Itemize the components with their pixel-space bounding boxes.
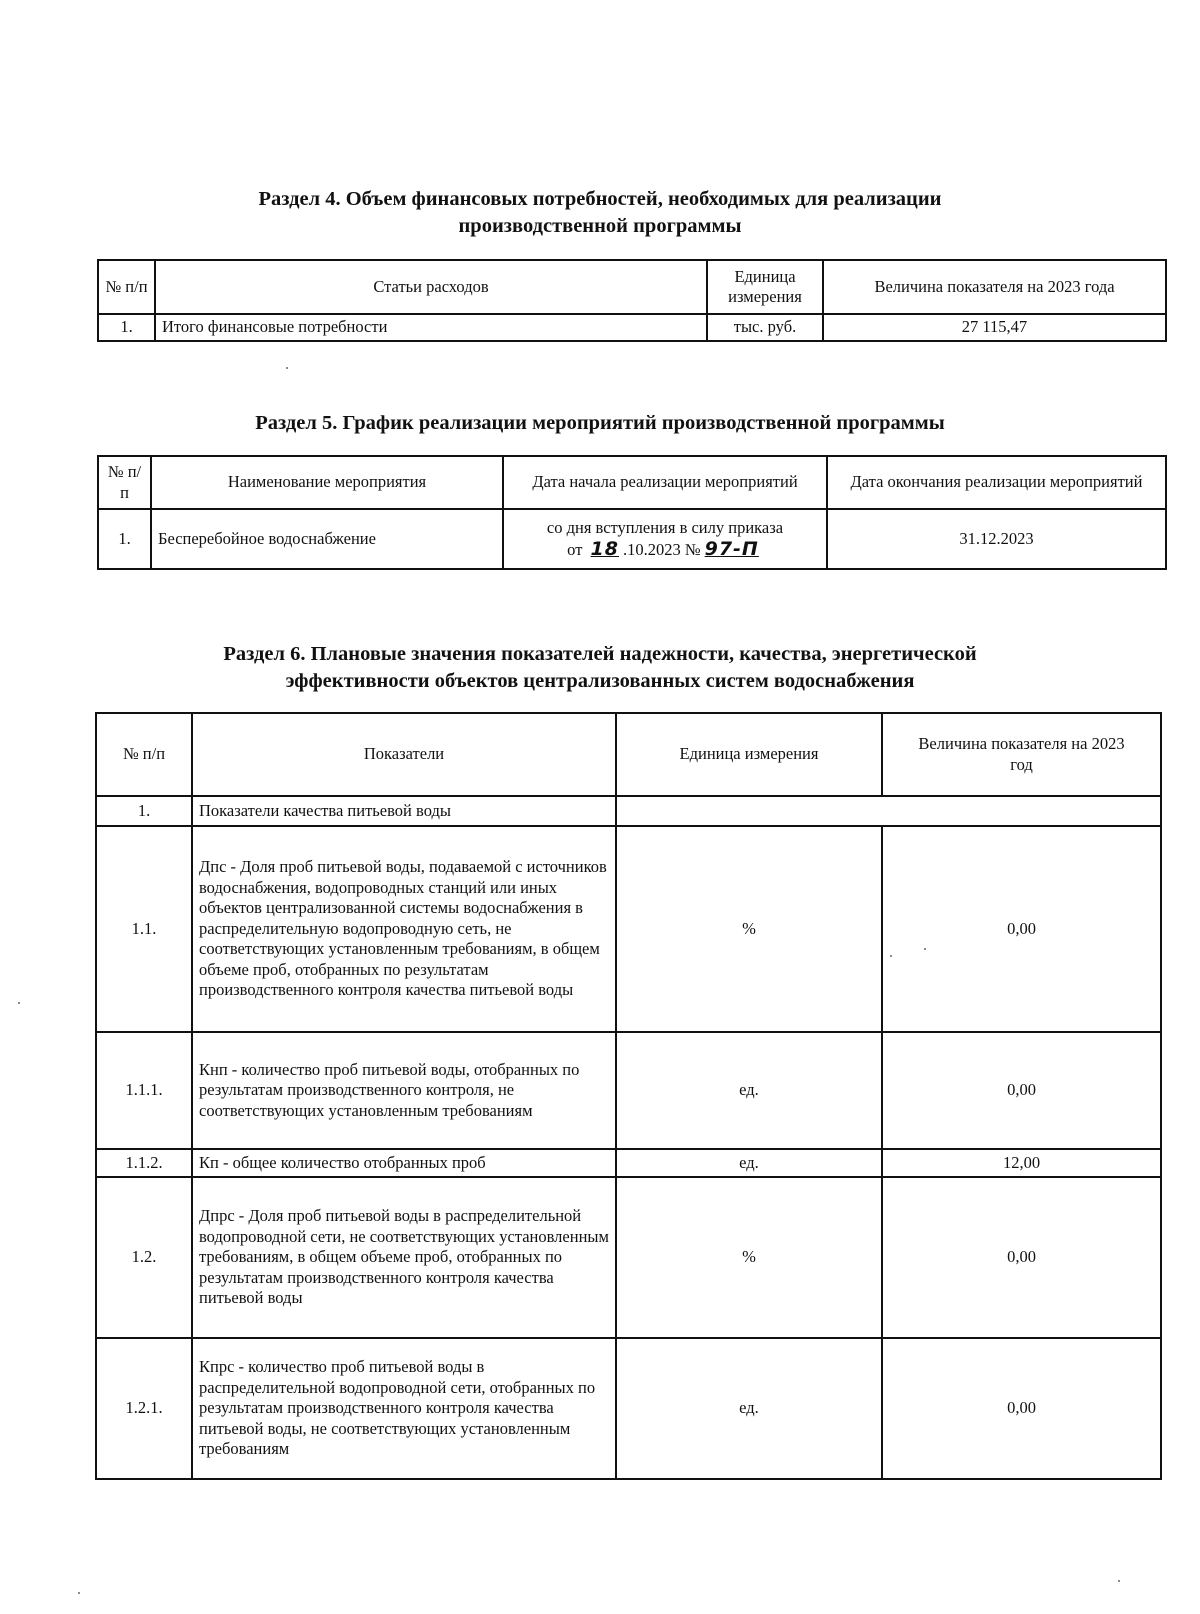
s5-row-name: Бесперебойное водоснабжение xyxy=(151,509,503,569)
s5-start-line1: со дня вступления в силу приказа xyxy=(546,518,784,537)
s4-row-article: Итого финансовые потребности xyxy=(155,314,707,341)
section6-title-line1: Раздел 6. Плановые значения показателей надежности, качества, энергетической xyxy=(223,643,977,665)
s4-header-articles: Статьи расходов xyxy=(155,260,707,314)
s4-header-num: № п/п xyxy=(98,260,155,314)
s6-header-unit: Единица измерения xyxy=(616,713,882,796)
table-row xyxy=(98,509,1166,569)
scan-speck xyxy=(924,948,926,950)
s6-row2-num: 1.1.1. xyxy=(96,1032,192,1149)
table-row xyxy=(96,1149,1161,1177)
s6-row0-num: 1. xyxy=(96,796,192,826)
s6-row3-unit: ед. xyxy=(616,1149,882,1177)
s6-row2-indicator: Кнп - количество проб питьевой воды, отобранных по результатам производственного контроля, не соответствующих установленным требованиям xyxy=(192,1032,616,1149)
s4-row-unit: тыс. руб. xyxy=(707,314,823,341)
s6-row4-indicator: Дпрс - Доля проб питьевой воды в распределительной водопроводной сети, не соответствующих установленным требованиям, в общем объеме проб, отобранных по результатам производственного контроля качества питьевой воды xyxy=(192,1177,616,1338)
s6-row2-unit: ед. xyxy=(616,1032,882,1149)
s6-row5-unit: ед. xyxy=(616,1338,882,1479)
s6-header-value: Величина показателя на 2023 год xyxy=(882,713,1161,796)
table-row xyxy=(96,1177,1161,1338)
s5-start-line2 xyxy=(510,539,820,561)
s5-start-middle: .10.2023 № xyxy=(622,539,701,559)
scan-speck xyxy=(890,955,892,957)
handwritten-order-number: 97-П xyxy=(704,537,759,560)
s5-header-start: Дата начала реализации мероприятий xyxy=(503,456,827,509)
s5-header-num: № п/п xyxy=(98,456,151,509)
s6-row1-indicator: Дпс - Доля проб питьевой воды, подаваемой с источников водоснабжения, водопроводных станций или иных объектов централизованной системы водоснабжения в распределительную водопроводную сеть, не соответствующих установленным требованиям, в общем объеме проб, отобранных по результатам производственного контроля качества питьевой воды xyxy=(192,826,616,1032)
s4-header-value: Величина показателя на 2023 года xyxy=(823,260,1166,314)
s5-header-name: Наименование мероприятия xyxy=(151,456,503,509)
scan-speck xyxy=(18,1002,20,1004)
table-row xyxy=(96,826,1161,1032)
s6-row3-indicator: Кп - общее количество отобранных проб xyxy=(192,1149,616,1177)
table-row xyxy=(96,796,1161,826)
s5-header-end: Дата окончания реализации мероприятий xyxy=(827,456,1166,509)
s6-row5-value: 0,00 xyxy=(882,1338,1161,1479)
s6-row4-num: 1.2. xyxy=(96,1177,192,1338)
s6-row3-num: 1.1.2. xyxy=(96,1149,192,1177)
s4-row-value: 27 115,47 xyxy=(823,314,1166,341)
section5-title: Раздел 5. График реализации мероприятий производственной программы xyxy=(255,412,945,434)
scan-speck xyxy=(286,367,288,369)
s4-row-num: 1. xyxy=(98,314,155,341)
section6-title-line2: эффективности объектов централизованных систем водоснабжения xyxy=(285,670,915,692)
scan-speck xyxy=(1118,1580,1120,1582)
section4-title-line2: производственной программы xyxy=(458,215,742,237)
s4-header-unit: Единица измерения xyxy=(707,260,823,314)
section6-title xyxy=(0,641,1200,695)
table-row xyxy=(98,314,1166,341)
s6-row1-value: 0,00 xyxy=(882,826,1161,1032)
section5-table xyxy=(97,455,1167,570)
s5-row-start xyxy=(503,509,827,569)
section4-table xyxy=(97,259,1167,342)
s6-row1-num: 1.1. xyxy=(96,826,192,1032)
s6-row4-unit: % xyxy=(616,1177,882,1338)
table-row xyxy=(96,1032,1161,1149)
s6-header-indicators: Показатели xyxy=(192,713,616,796)
s5-row-end: 31.12.2023 xyxy=(827,509,1166,569)
s6-row0-indicator: Показатели качества питьевой воды xyxy=(192,796,616,826)
s6-row4-value: 0,00 xyxy=(882,1177,1161,1338)
section6-table xyxy=(95,712,1162,1480)
s6-row3-value: 12,00 xyxy=(882,1149,1161,1177)
s6-row5-num: 1.2.1. xyxy=(96,1338,192,1479)
section4-title-line1: Раздел 4. Объем финансовых потребностей, необходимых для реализации xyxy=(258,188,942,210)
s6-row0-empty xyxy=(616,796,1161,826)
scan-speck xyxy=(78,1592,80,1594)
s6-row2-value: 0,00 xyxy=(882,1032,1161,1149)
s6-row1-unit: % xyxy=(616,826,882,1032)
s5-start-prefix: от xyxy=(567,539,583,559)
section4-title xyxy=(0,186,1200,240)
table-row xyxy=(96,1338,1161,1479)
s6-row5-indicator: Кпрс - количество проб питьевой воды в распределительной водопроводной сети, отобранных по результатам производственного контроля качества питьевой воды, не соответствующих установленным требованиям xyxy=(192,1338,616,1479)
handwritten-day: 18 xyxy=(590,537,619,560)
s5-row-num: 1. xyxy=(98,509,151,569)
s6-header-num: № п/п xyxy=(96,713,192,796)
